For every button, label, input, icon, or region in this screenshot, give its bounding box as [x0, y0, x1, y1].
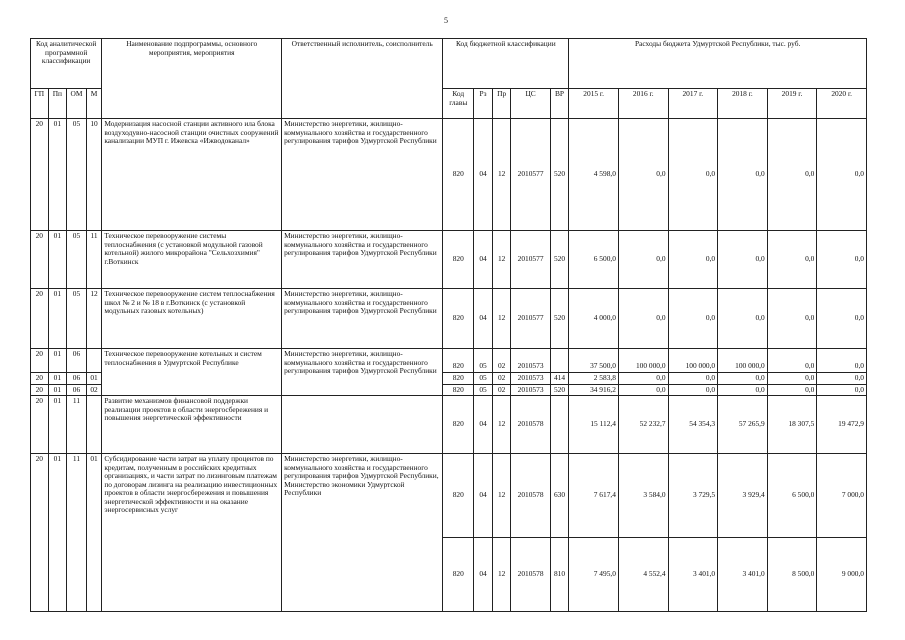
cell-pr: 02: [492, 373, 511, 385]
table-row: [31, 289, 867, 349]
table-row: [31, 396, 867, 454]
cell-value: 4 000,0: [569, 289, 619, 349]
cell-rz: 04: [474, 289, 493, 349]
cell-pr: 12: [492, 454, 511, 538]
cell-value: 0,0: [618, 384, 668, 396]
cell-vr: 630: [550, 454, 569, 538]
cell-m: 10: [86, 119, 102, 231]
cell-responsible: Министерство энергетики, жилищно-коммунального хозяйства и государственного регулирования тарифов Удмуртской Республики: [282, 231, 443, 289]
cell-cs: 2010573: [511, 384, 550, 396]
cell-kod-glavy: 820: [443, 373, 474, 385]
cell-pr: 12: [492, 538, 511, 612]
cell-pr: 12: [492, 231, 511, 289]
cell-pr: 12: [492, 289, 511, 349]
cell-value: 37 500,0: [569, 349, 619, 373]
cell-responsible: [282, 396, 443, 454]
cell-rz: 05: [474, 373, 493, 385]
cell-value: 3 929,4: [718, 454, 768, 538]
cell-pp: 01: [48, 454, 67, 612]
cell-value: 54 354,3: [668, 396, 718, 454]
cell-value: 0,0: [718, 289, 768, 349]
cell-om: 05: [67, 231, 87, 289]
cell-value: 52 232,7: [618, 396, 668, 454]
cell-cs: 2010578: [511, 538, 550, 612]
cell-value: 100 000,0: [668, 349, 718, 373]
cell-value: 0,0: [718, 231, 768, 289]
cell-cs: 2010573: [511, 373, 550, 385]
cell-om: 11: [67, 396, 87, 454]
header-om: ОМ: [67, 89, 87, 119]
header-expenses: Расходы бюджета Удмуртской Республики, тыс. руб.: [569, 39, 867, 89]
table-row: [31, 231, 867, 289]
cell-cs: 2010578: [511, 396, 550, 454]
cell-value: 3 584,0: [618, 454, 668, 538]
cell-value: 4 598,0: [569, 119, 619, 231]
cell-gp: 20: [31, 373, 49, 385]
header-pr: Пр: [492, 89, 511, 119]
cell-m: [86, 396, 102, 454]
cell-pp: 01: [48, 396, 67, 454]
cell-vr: 520: [550, 384, 569, 396]
cell-value: 0,0: [767, 384, 817, 396]
cell-gp: 20: [31, 119, 49, 231]
header-cs: ЦС: [511, 89, 550, 119]
cell-value: 0,0: [817, 289, 867, 349]
cell-cs: 2010577: [511, 119, 550, 231]
cell-vr: [550, 396, 569, 454]
cell-gp: 20: [31, 349, 49, 373]
cell-pr: 12: [492, 396, 511, 454]
cell-value: 18 307,5: [767, 396, 817, 454]
header-year: 2015 г.: [569, 89, 619, 119]
cell-vr: [550, 349, 569, 373]
cell-name: Техническое перевооружение котельных и систем теплоснабжения в Удмуртской Республике: [102, 349, 282, 396]
cell-value: 0,0: [618, 119, 668, 231]
cell-kod-glavy: 820: [443, 119, 474, 231]
header-gp: ГП: [31, 89, 49, 119]
cell-pr: 02: [492, 384, 511, 396]
cell-value: 0,0: [668, 231, 718, 289]
cell-rz: 04: [474, 454, 493, 538]
cell-value: 6 500,0: [569, 231, 619, 289]
page-number: 5: [444, 16, 448, 25]
cell-value: 0,0: [668, 373, 718, 385]
cell-value: 15 112,4: [569, 396, 619, 454]
cell-gp: 20: [31, 454, 49, 612]
cell-value: 3 401,0: [718, 538, 768, 612]
cell-gp: 20: [31, 384, 49, 396]
cell-responsible: Министерство энергетики, жилищно-коммунального хозяйства и государственного регулирования тарифов Удмуртской Республики: [282, 119, 443, 231]
cell-value: 7 617,4: [569, 454, 619, 538]
cell-value: 0,0: [817, 349, 867, 373]
cell-value: 6 500,0: [767, 454, 817, 538]
cell-rz: 04: [474, 396, 493, 454]
header-year: 2018 г.: [718, 89, 768, 119]
cell-pp: 01: [48, 289, 67, 349]
cell-value: 0,0: [767, 119, 817, 231]
cell-rz: 04: [474, 119, 493, 231]
cell-om: 06: [67, 384, 87, 396]
cell-value: 3 401,0: [668, 538, 718, 612]
cell-kod-glavy: 820: [443, 349, 474, 373]
cell-value: 34 916,2: [569, 384, 619, 396]
cell-vr: 520: [550, 289, 569, 349]
header-year: 2019 г.: [767, 89, 817, 119]
cell-value: 0,0: [767, 289, 817, 349]
cell-value: 3 729,5: [668, 454, 718, 538]
cell-rz: 04: [474, 231, 493, 289]
cell-value: 0,0: [668, 119, 718, 231]
cell-kod-glavy: 820: [443, 384, 474, 396]
cell-vr: 810: [550, 538, 569, 612]
cell-value: 100 000,0: [618, 349, 668, 373]
cell-value: 19 472,9: [817, 396, 867, 454]
cell-om: 05: [67, 289, 87, 349]
cell-value: 0,0: [718, 384, 768, 396]
cell-value: 0,0: [618, 373, 668, 385]
cell-cs: 2010578: [511, 454, 550, 538]
header-pp: Пп: [48, 89, 67, 119]
cell-rz: 05: [474, 384, 493, 396]
header-analytic-code: Код аналитической программной классификации: [31, 39, 102, 89]
cell-name: Модернизация насосной станции активного ила блока воздуходувно-насосной станции очистных сооружений канализации МУП г. Ижевска «Ижводоканал»: [102, 119, 282, 231]
cell-value: 7 495,0: [569, 538, 619, 612]
cell-gp: 20: [31, 396, 49, 454]
cell-om: 05: [67, 119, 87, 231]
cell-value: 0,0: [618, 289, 668, 349]
cell-om: 06: [67, 373, 87, 385]
cell-value: 8 500,0: [767, 538, 817, 612]
cell-name: Техническое перевооружение системы теплоснабжения (с установкой модульной газовой котельной) жилого микрорайона "Сельхозхимия" г.Воткинск: [102, 231, 282, 289]
cell-pr: 12: [492, 119, 511, 231]
header-m: М: [86, 89, 102, 119]
cell-value: 0,0: [668, 384, 718, 396]
cell-kod-glavy: 820: [443, 289, 474, 349]
cell-value: 100 000,0: [718, 349, 768, 373]
cell-m: 11: [86, 231, 102, 289]
cell-cs: 2010577: [511, 289, 550, 349]
cell-m: 01: [86, 373, 102, 385]
cell-vr: 520: [550, 119, 569, 231]
cell-pp: 01: [48, 349, 67, 373]
cell-value: 4 552,4: [618, 538, 668, 612]
cell-responsible: Министерство энергетики, жилищно-коммунального хозяйства и государственного регулирования тарифов Удмуртской Республики, Министерство экономики Удмуртской Республики: [282, 454, 443, 612]
cell-vr: 520: [550, 231, 569, 289]
cell-pp: 01: [48, 119, 67, 231]
header-kod-glavy: Код главы: [443, 89, 474, 119]
header-vr: ВР: [550, 89, 569, 119]
cell-om: 11: [67, 454, 87, 612]
cell-gp: 20: [31, 231, 49, 289]
cell-name: Субсидирование части затрат на уплату процентов по кредитам, полученным в российских кредитных организациях, и части затрат по лизинговым платежам по договорам лизинга на реализацию инвестиционных проектов в области энергосбережения и повышения энергетической эффективности и на оказание энергосервисных услуг: [102, 454, 282, 612]
cell-m: 12: [86, 289, 102, 349]
table-row: [31, 454, 867, 538]
cell-m: 02: [86, 384, 102, 396]
cell-value: 57 265,9: [718, 396, 768, 454]
cell-value: 0,0: [817, 373, 867, 385]
header-kbk: Код бюджетной классификации: [443, 39, 569, 89]
header-year: 2020 г.: [817, 89, 867, 119]
cell-value: 0,0: [817, 119, 867, 231]
cell-cs: 2010573: [511, 349, 550, 373]
cell-responsible: Министерство энергетики, жилищно-коммунального хозяйства и государственного регулирования тарифов Удмуртской Республики: [282, 349, 443, 396]
table-row: [31, 349, 867, 373]
header-responsible: Ответственный исполнитель, соисполнитель: [282, 39, 443, 119]
cell-value: 9 000,0: [817, 538, 867, 612]
cell-pp: 01: [48, 384, 67, 396]
cell-value: 0,0: [618, 231, 668, 289]
cell-value: 0,0: [718, 373, 768, 385]
cell-rz: 04: [474, 538, 493, 612]
cell-responsible: Министерство энергетики, жилищно-коммунального хозяйства и государственного регулирования тарифов Удмуртской Республики: [282, 289, 443, 349]
budget-table: [30, 38, 867, 612]
cell-pp: 01: [48, 373, 67, 385]
cell-rz: 05: [474, 349, 493, 373]
cell-value: 0,0: [767, 231, 817, 289]
cell-kod-glavy: 820: [443, 538, 474, 612]
cell-name: Развитие механизмов финансовой поддержки реализации проектов в области энергосбережения и повышения энергетической эффективности: [102, 396, 282, 454]
table-row: [31, 119, 867, 231]
header-year: 2017 г.: [668, 89, 718, 119]
cell-value: 0,0: [668, 289, 718, 349]
cell-m: [86, 349, 102, 373]
cell-cs: 2010577: [511, 231, 550, 289]
header-rz: Рз: [474, 89, 493, 119]
header-name: Наименование подпрограммы, основного мероприятия, мероприятия: [102, 39, 282, 119]
cell-vr: 414: [550, 373, 569, 385]
cell-value: 2 583,8: [569, 373, 619, 385]
cell-kod-glavy: 820: [443, 231, 474, 289]
cell-value: 0,0: [817, 384, 867, 396]
cell-pr: 02: [492, 349, 511, 373]
cell-name: Техническое перевооружение систем теплоснабжения школ № 2 и № 18 в г.Воткинск (с установкой модульных газовых котельных): [102, 289, 282, 349]
cell-om: 06: [67, 349, 87, 373]
cell-value: 0,0: [767, 373, 817, 385]
header-year: 2016 г.: [618, 89, 668, 119]
cell-value: 7 000,0: [817, 454, 867, 538]
cell-value: 0,0: [718, 119, 768, 231]
cell-value: 0,0: [817, 231, 867, 289]
cell-pp: 01: [48, 231, 67, 289]
cell-m: 01: [86, 454, 102, 612]
cell-value: 0,0: [767, 349, 817, 373]
cell-kod-glavy: 820: [443, 396, 474, 454]
cell-kod-glavy: 820: [443, 454, 474, 538]
cell-gp: 20: [31, 289, 49, 349]
